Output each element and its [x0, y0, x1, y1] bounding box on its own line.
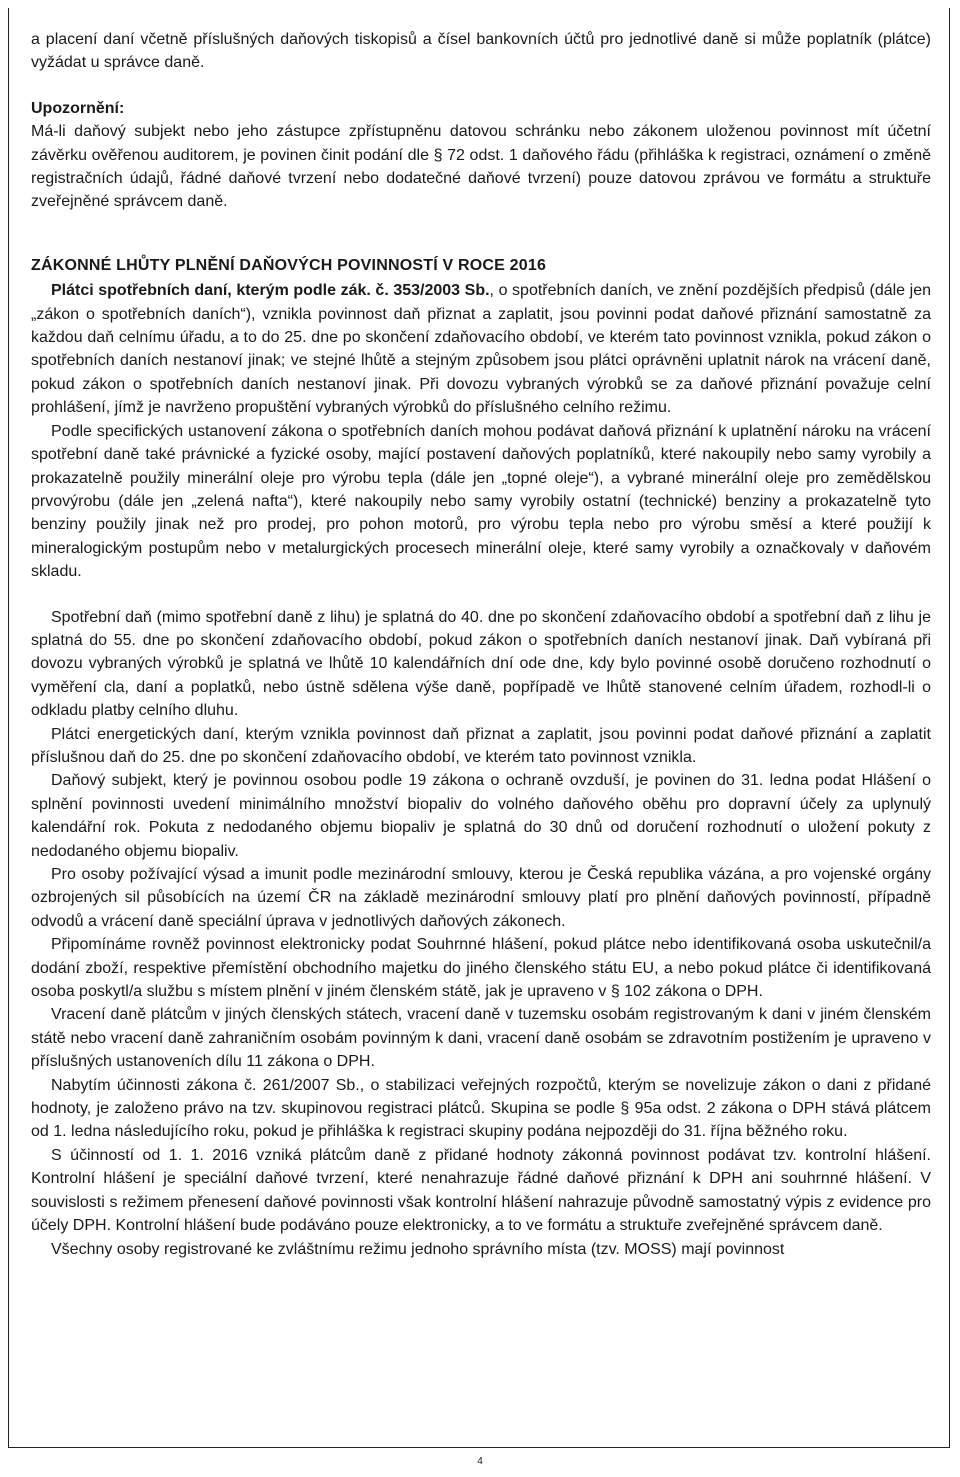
paragraph-refund-claims: Podle specifických ustanovení zákona o spotřebních daních mohou podávat daňová přiznání k uplatnění nároku na vrácení spotřební daně také právnické a fyzické osoby, mající postavení daňových poplatníků, které nakoupily nebo samy vyrobily a prokazatelně použily minerální oleje pro výrobu tepla (dále jen „topné oleje“), a vybrané minerální oleje pro zemědělskou prvovýrobu (dále jen „zelená nafta“), které nakoupily nebo samy vyrobily ostatní (technické) benziny a prokazatelně tyto benziny použily jinak než pro prodej, pro pohon motorů, pro výrobu tepla nebo pro výrobu směsí a které použijí k mineralogickým postupům nebo v metalurgických procesech minerální oleje, které samy vyrobily a označkovaly v daňovém skladu.: [31, 422, 931, 581]
paragraph-moss: Všechny osoby registrované ke zvláštnímu režimu jednoho správního místa (tzv. MOSS) mají povinnost: [51, 1240, 785, 1258]
warning-title: Upozornění:: [31, 99, 125, 117]
paragraph-group-registration: Nabytím účinnosti zákona č. 261/2007 Sb., o stabilizaci veřejných rozpočtů, kterým se novelizuje zákon o dani z přidané hodnoty, je založeno právo na tzv. skupinovou registraci plátců. Skupina se podle § 95a odst. 2 zákona o DPH stává plátcem od 1. ledna následujícího roku, pokud je přihláška k registraci skupiny podána nejpozději do 31. října běžného roku.: [31, 1076, 931, 1141]
paragraph-vat-refund: Vracení daně plátcům v jiných členských státech, vracení daně v tuzemsku osobám registrovaným k dani v jiném členském státě nebo vracení daně zahraničním osobám povinným k dani, vracení daně osobám se zdravotním postižením je upraveno v příslušných ustanoveních dílu 11 zákona o DPH.: [31, 1006, 931, 1071]
paragraph-energy-taxes: Plátci energetických daní, kterým vznikla povinnost daň přiznat a zaplatit, jsou povinni podat daňové přiznání a zaplatit příslušnou daň do 25. dne po skončení zdaňovacího období, ve kterém tato povinnost vznikla.: [31, 725, 931, 766]
section-title: ZÁKONNÉ LHŮTY PLNĚNÍ DAŇOVÝCH POVINNOSTÍ V ROCE 2016: [31, 256, 547, 274]
paragraph-control-report: S účinností od 1. 1. 2016 vzniká plátcům daně z přidané hodnoty zákonná povinnost podávat tzv. kontrolní hlášení. Kontrolní hlášení je speciální daňové tvrzení, které nenahrazuje řádné daňové přiznání k DPH ani souhrnné hlášení. V souvislosti s režimem přenesení daňové povinnosti však kontrolní hlášení nahrazuje původně samostatný výpis z evidence pro účely DPH. Kontrolní hlášení bude podáváno pouze elektronicky, a to ve formátu a struktuře zveřejněné správcem daně.: [31, 1146, 931, 1235]
intro-paragraph: a placení daní včetně příslušných daňových tiskopisů a čísel bankovních účtů pro jednotlivé daně si může poplatník (plátce) vyžádat u správce daně.: [31, 31, 931, 72]
paragraph-lead: Plátci spotřebních daní, kterým podle zák. č. 353/2003 Sb.: [51, 282, 490, 300]
paragraph-biofuels: Daňový subjekt, který je povinnou osobou podle 19 zákona o ochraně ovzduší, je povinen do 31. ledna podat Hlášení o splnění povinnosti uvedení minimálního množství biopaliv do volného daňového oběhu pro dopravní účely za uplynulý kalendářní rok. Pokuta z nedodaného objemu biopaliv je splatná do 30 dnů od doručení rozhodnutí o uložení pokuty z nedodaného objemu biopaliv.: [31, 772, 931, 860]
paragraph-summary-report: Připomínáme rovněž povinnost elektronicky podat Souhrnné hlášení, pokud plátce nebo identifikovaná osoba uskutečnil/a dodání zboží, respektive přemístění obchodního majetku do jiného členského státu EU, a nebo pokud plátce či identifikovaná osoba poskytl/a službu s místem plnění v jiném členském státě, jak je upraveno v § 102 zákona o DPH.: [31, 936, 931, 1001]
paragraph-excise-due: Spotřební daň (mimo spotřební daně z lihu) je splatná do 40. dne po skončení zdaňovacího období a spotřební daň z lihu je splatná do 55. dne po skončení zdaňovacího období, pokud zákon o spotřebních daních nestanoví jinak. Daň vybíraná při dovozu vybraných výrobků je splatná ve lhůtě 10 kalendářních dní ode dne, kdy bylo povinné osobě doručeno rozhodnutí o vyměření cla, daní a poplatků, nebo ústně sdělena výše daně, popřípadě ve lhůtě stanovené celním úřadem, rozhodl-li o odkladu platby celního dluhu.: [31, 608, 931, 720]
page-number: 4: [477, 1456, 483, 1467]
paragraph-excise-taxpayers: [31, 279, 931, 419]
paragraph-immunities: Pro osoby požívající výsad a imunit podle mezinárodní smlouvy, kterou je Česká republika vázána, a pro vojenské orgány ozbrojených sil působících na území ČR na základě mezinárodní smlouvy platí pro plnění daňových povinností, případně odvodů a vrácení daně speciální úprava v jednotlivých daňových zákonech.: [31, 866, 931, 930]
document-body: [31, 28, 931, 1261]
warning-text: Má-li daňový subjekt nebo jeho zástupce zpřístupněnu datovou schránku nebo zákonem uloženou povinnost mít účetní závěrku ověřenou auditorem, je povinen činit podání dle § 72 odst. 1 daňového řádu (přihláška k registraci, oznámení o změně registračních údajů, řádné daňové tvrzení nebo dodatečné daňové tvrzení) pouze datovou zprávou ve formátu a struktuře zveřejněné správcem daně.: [31, 123, 931, 211]
paragraph-rest: , o spotřebních daních, ve znění pozdějších předpisů (dále jen „zákon o spotřebních daních“), vznikla povinnost daň přiznat a zaplatit, jsou povinni podat daňové přiznání samostatně za každou daň celnímu úřadu, a to do 25. dne po skončení zdaňovacího období, ve kterém tato povinnost vznikla, pokud zákon o spotřebních daních nestanoví jinak; ve stejné lhůtě a stejným způsobem jsou plátci oprávněni uplatnit nárok na vrácení daně, pokud zákon o spotřebních daních nestanoví jinak. Při dovozu vybraných výrobků se za daňové přiznání považuje celní prohlášení, jímž je navrženo propuštění vybraných výrobků do příslušného celního režimu.: [31, 282, 932, 417]
